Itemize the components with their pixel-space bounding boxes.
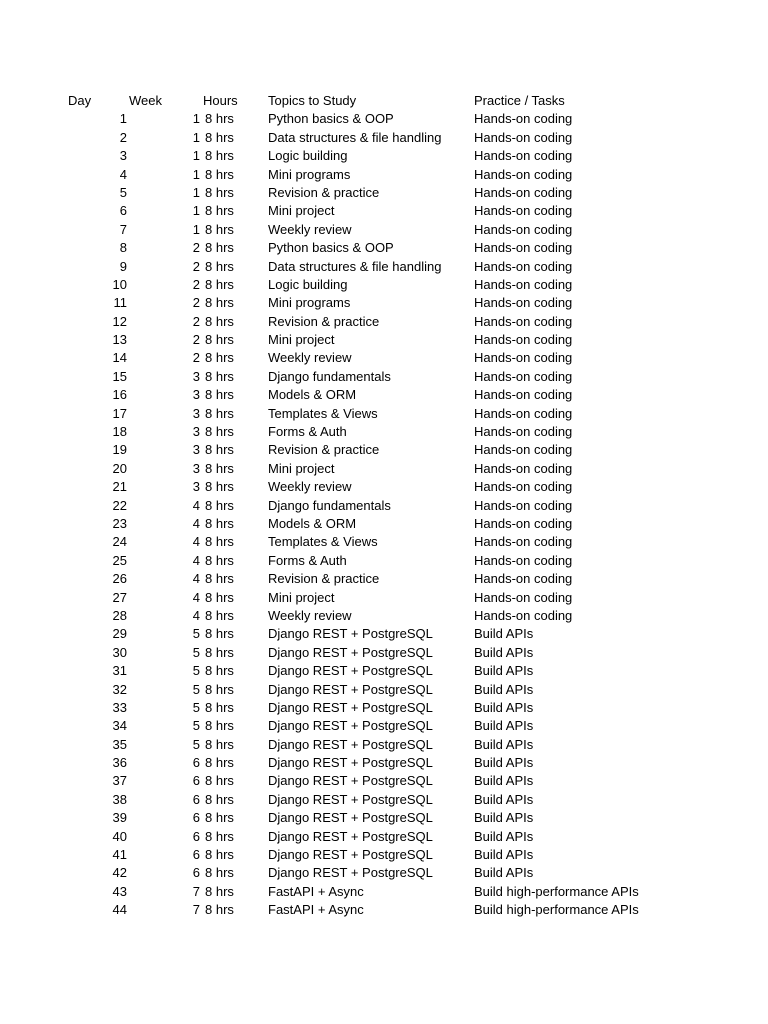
hours-cell: 8 hrs [205,515,234,531]
table-row [0,221,768,239]
week-cell: 4 [192,534,200,550]
topic-cell: Models & ORM [268,387,357,403]
task-cell: Hands-on coding [474,276,573,292]
header-week: Week [129,93,162,108]
task-cell: Build APIs [474,718,534,734]
hours-cell: 8 hrs [205,736,234,752]
day-cell: 39 [112,810,127,826]
table-row [0,313,768,331]
day-cell: 23 [112,515,127,531]
table-row [0,864,768,882]
topic-cell: Weekly review [268,607,352,623]
day-cell: 5 [119,184,127,200]
topic-cell: Mini programs [268,295,351,311]
day-cell: 24 [112,534,127,550]
week-cell: 1 [192,129,200,145]
hours-cell: 8 hrs [205,810,234,826]
topic-cell: Data structures & file handling [268,129,442,145]
day-cell: 10 [112,276,127,292]
day-cell: 15 [112,368,127,384]
task-cell: Hands-on coding [474,129,573,145]
hours-cell: 8 hrs [205,626,234,642]
hours-cell: 8 hrs [205,497,234,513]
task-cell: Build APIs [474,626,534,642]
table-row [0,515,768,533]
hours-cell: 8 hrs [205,644,234,660]
week-cell: 1 [192,166,200,182]
hours-cell: 8 hrs [205,368,234,384]
hours-cell: 8 hrs [205,405,234,421]
week-cell: 3 [192,460,200,476]
hours-cell: 8 hrs [205,681,234,697]
hours-cell: 8 hrs [205,828,234,844]
table-row [0,754,768,772]
topic-cell: Forms & Auth [268,424,347,440]
task-cell: Build APIs [474,773,534,789]
table-row [0,294,768,312]
week-cell: 4 [192,571,200,587]
day-cell: 34 [112,718,127,734]
topic-cell: Django REST + PostgreSQL [268,626,433,642]
day-cell: 41 [112,847,127,863]
week-cell: 5 [192,626,200,642]
day-cell: 31 [112,663,127,679]
table-row [0,423,768,441]
day-cell: 27 [112,589,127,605]
task-cell: Hands-on coding [474,240,573,256]
day-cell: 12 [112,313,127,329]
topic-cell: Django REST + PostgreSQL [268,773,433,789]
table-row [0,110,768,128]
hours-cell: 8 hrs [205,479,234,495]
topic-cell: Revision & practice [268,313,380,329]
week-cell: 2 [192,350,200,366]
task-cell: Build APIs [474,810,534,826]
topic-cell: Models & ORM [268,515,357,531]
header-day: Day [68,93,92,108]
task-cell: Hands-on coding [474,442,573,458]
hours-cell: 8 hrs [205,184,234,200]
task-cell: Build APIs [474,736,534,752]
day-cell: 2 [119,129,127,145]
week-cell: 5 [192,699,200,715]
hours-cell: 8 hrs [205,534,234,550]
table-row [0,497,768,515]
week-cell: 5 [192,681,200,697]
day-cell: 17 [112,405,127,421]
day-cell: 22 [112,497,127,513]
task-cell: Hands-on coding [474,424,573,440]
week-cell: 1 [192,111,200,127]
week-cell: 1 [192,184,200,200]
week-cell: 2 [192,295,200,311]
week-cell: 3 [192,442,200,458]
task-cell: Build APIs [474,828,534,844]
topic-cell: Django REST + PostgreSQL [268,736,433,752]
week-cell: 3 [192,424,200,440]
task-cell: Hands-on coding [474,479,573,495]
week-cell: 3 [192,368,200,384]
table-row [0,239,768,257]
day-cell: 20 [112,460,127,476]
topic-cell: Django REST + PostgreSQL [268,663,433,679]
topic-cell: Django REST + PostgreSQL [268,718,433,734]
table-row [0,699,768,717]
task-cell: Hands-on coding [474,111,573,127]
week-cell: 6 [192,791,200,807]
hours-cell: 8 hrs [205,387,234,403]
day-cell: 1 [119,111,127,127]
week-cell: 3 [192,387,200,403]
schedule-rows [0,110,768,919]
hours-cell: 8 hrs [205,791,234,807]
topic-cell: Django REST + PostgreSQL [268,791,433,807]
hours-cell: 8 hrs [205,166,234,182]
topic-cell: Django REST + PostgreSQL [268,828,433,844]
week-cell: 4 [192,589,200,605]
task-cell: Build high-performance APIs [474,902,639,918]
topic-cell: Mini programs [268,166,351,182]
topic-cell: Python basics & OOP [268,240,394,256]
task-cell: Hands-on coding [474,607,573,623]
day-cell: 35 [112,736,127,752]
hours-cell: 8 hrs [205,129,234,145]
topic-cell: Django fundamentals [268,497,391,513]
table-row [0,846,768,864]
day-cell: 16 [112,387,127,403]
table-row [0,791,768,809]
task-cell: Hands-on coding [474,368,573,384]
task-cell: Build APIs [474,699,534,715]
week-cell: 2 [192,332,200,348]
task-cell: Build APIs [474,644,534,660]
topic-cell: Revision & practice [268,184,380,200]
topic-cell: FastAPI + Async [268,902,364,918]
day-cell: 40 [112,828,127,844]
topic-cell: Mini project [268,203,335,219]
week-cell: 6 [192,847,200,863]
hours-cell: 8 hrs [205,424,234,440]
week-cell: 4 [192,607,200,623]
table-row [0,129,768,147]
task-cell: Build high-performance APIs [474,883,639,899]
header-row [0,92,768,110]
day-cell: 44 [112,902,127,918]
hours-cell: 8 hrs [205,460,234,476]
topic-cell: Forms & Auth [268,552,347,568]
hours-cell: 8 hrs [205,295,234,311]
table-row [0,828,768,846]
day-cell: 8 [119,240,127,256]
table-row [0,809,768,827]
table-row [0,368,768,386]
hours-cell: 8 hrs [205,203,234,219]
table-row [0,736,768,754]
table-row [0,331,768,349]
table-row [0,386,768,404]
topic-cell: Django REST + PostgreSQL [268,699,433,715]
hours-cell: 8 hrs [205,718,234,734]
table-row [0,644,768,662]
task-cell: Hands-on coding [474,184,573,200]
week-cell: 6 [192,810,200,826]
task-cell: Hands-on coding [474,552,573,568]
week-cell: 6 [192,755,200,771]
week-cell: 6 [192,828,200,844]
week-cell: 6 [192,773,200,789]
week-cell: 1 [192,221,200,237]
task-cell: Hands-on coding [474,203,573,219]
topic-cell: Data structures & file handling [268,258,442,274]
day-cell: 33 [112,699,127,715]
week-cell: 1 [192,148,200,164]
task-cell: Hands-on coding [474,350,573,366]
hours-cell: 8 hrs [205,663,234,679]
day-cell: 30 [112,644,127,660]
header-tasks: Practice / Tasks [474,93,565,108]
topic-cell: Mini project [268,589,335,605]
day-cell: 3 [119,148,127,164]
topic-cell: Weekly review [268,221,352,237]
hours-cell: 8 hrs [205,442,234,458]
table-row [0,607,768,625]
week-cell: 4 [192,515,200,531]
hours-cell: 8 hrs [205,332,234,348]
task-cell: Hands-on coding [474,460,573,476]
hours-cell: 8 hrs [205,276,234,292]
day-cell: 26 [112,571,127,587]
table-row [0,349,768,367]
table-row [0,276,768,294]
day-cell: 32 [112,681,127,697]
table-row [0,166,768,184]
table-row [0,147,768,165]
hours-cell: 8 hrs [205,865,234,881]
day-cell: 29 [112,626,127,642]
hours-cell: 8 hrs [205,111,234,127]
table-row [0,533,768,551]
day-cell: 37 [112,773,127,789]
table-row [0,570,768,588]
hours-cell: 8 hrs [205,148,234,164]
table-row [0,405,768,423]
topic-cell: Django REST + PostgreSQL [268,847,433,863]
header-topics: Topics to Study [268,93,357,108]
task-cell: Hands-on coding [474,313,573,329]
week-cell: 5 [192,663,200,679]
hours-cell: 8 hrs [205,607,234,623]
day-cell: 43 [112,883,127,899]
week-cell: 2 [192,313,200,329]
task-cell: Hands-on coding [474,534,573,550]
day-cell: 36 [112,755,127,771]
task-cell: Hands-on coding [474,515,573,531]
topic-cell: Revision & practice [268,442,380,458]
day-cell: 38 [112,791,127,807]
topic-cell: Django REST + PostgreSQL [268,644,433,660]
topic-cell: Templates & Views [268,405,378,421]
topic-cell: Templates & Views [268,534,378,550]
table-row [0,441,768,459]
task-cell: Hands-on coding [474,589,573,605]
week-cell: 1 [192,203,200,219]
day-cell: 18 [112,424,127,440]
topic-cell: Logic building [268,276,348,292]
table-row [0,552,768,570]
task-cell: Build APIs [474,681,534,697]
topic-cell: Mini project [268,332,335,348]
week-cell: 2 [192,258,200,274]
hours-cell: 8 hrs [205,571,234,587]
task-cell: Hands-on coding [474,148,573,164]
hours-cell: 8 hrs [205,350,234,366]
table-row [0,662,768,680]
table-row [0,901,768,919]
task-cell: Hands-on coding [474,387,573,403]
task-cell: Build APIs [474,663,534,679]
hours-cell: 8 hrs [205,755,234,771]
header-hours: Hours [203,93,238,108]
hours-cell: 8 hrs [205,552,234,568]
table-row [0,589,768,607]
topic-cell: Python basics & OOP [268,111,394,127]
week-cell: 7 [192,883,200,899]
table-row [0,184,768,202]
topic-cell: Django REST + PostgreSQL [268,810,433,826]
task-cell: Hands-on coding [474,295,573,311]
task-cell: Build APIs [474,791,534,807]
task-cell: Hands-on coding [474,258,573,274]
day-cell: 42 [112,865,127,881]
task-cell: Hands-on coding [474,332,573,348]
hours-cell: 8 hrs [205,699,234,715]
day-cell: 21 [112,479,127,495]
week-cell: 4 [192,552,200,568]
topic-cell: Django REST + PostgreSQL [268,865,433,881]
table-row [0,717,768,735]
topic-cell: Mini project [268,460,335,476]
hours-cell: 8 hrs [205,221,234,237]
task-cell: Hands-on coding [474,221,573,237]
hours-cell: 8 hrs [205,847,234,863]
table-row [0,478,768,496]
week-cell: 2 [192,240,200,256]
table-row [0,202,768,220]
week-cell: 5 [192,718,200,734]
task-cell: Build APIs [474,847,534,863]
topic-cell: Weekly review [268,350,352,366]
hours-cell: 8 hrs [205,883,234,899]
topic-cell: Weekly review [268,479,352,495]
hours-cell: 8 hrs [205,240,234,256]
day-cell: 19 [112,442,127,458]
task-cell: Build APIs [474,865,534,881]
hours-cell: 8 hrs [205,773,234,789]
hours-cell: 8 hrs [205,902,234,918]
task-cell: Hands-on coding [474,497,573,513]
task-cell: Hands-on coding [474,166,573,182]
day-cell: 13 [112,332,127,348]
topic-cell: Logic building [268,148,348,164]
day-cell: 7 [119,221,127,237]
table-row [0,625,768,643]
day-cell: 4 [119,166,127,182]
week-cell: 3 [192,479,200,495]
hours-cell: 8 hrs [205,313,234,329]
hours-cell: 8 hrs [205,258,234,274]
topic-cell: Django REST + PostgreSQL [268,755,433,771]
day-cell: 28 [112,607,127,623]
week-cell: 4 [192,497,200,513]
study-schedule-sheet [0,92,768,920]
table-row [0,460,768,478]
week-cell: 7 [192,902,200,918]
week-cell: 6 [192,865,200,881]
topic-cell: Django fundamentals [268,368,391,384]
day-cell: 9 [119,258,127,274]
table-row [0,681,768,699]
table-row [0,258,768,276]
day-cell: 11 [113,295,127,311]
task-cell: Build APIs [474,755,534,771]
task-cell: Hands-on coding [474,405,573,421]
topic-cell: FastAPI + Async [268,883,364,899]
week-cell: 5 [192,644,200,660]
week-cell: 3 [192,405,200,421]
day-cell: 25 [112,552,127,568]
day-cell: 14 [112,350,127,366]
day-cell: 6 [119,203,127,219]
table-row [0,772,768,790]
week-cell: 2 [192,276,200,292]
week-cell: 5 [192,736,200,752]
table-row [0,883,768,901]
topic-cell: Django REST + PostgreSQL [268,681,433,697]
task-cell: Hands-on coding [474,571,573,587]
topic-cell: Revision & practice [268,571,380,587]
hours-cell: 8 hrs [205,589,234,605]
